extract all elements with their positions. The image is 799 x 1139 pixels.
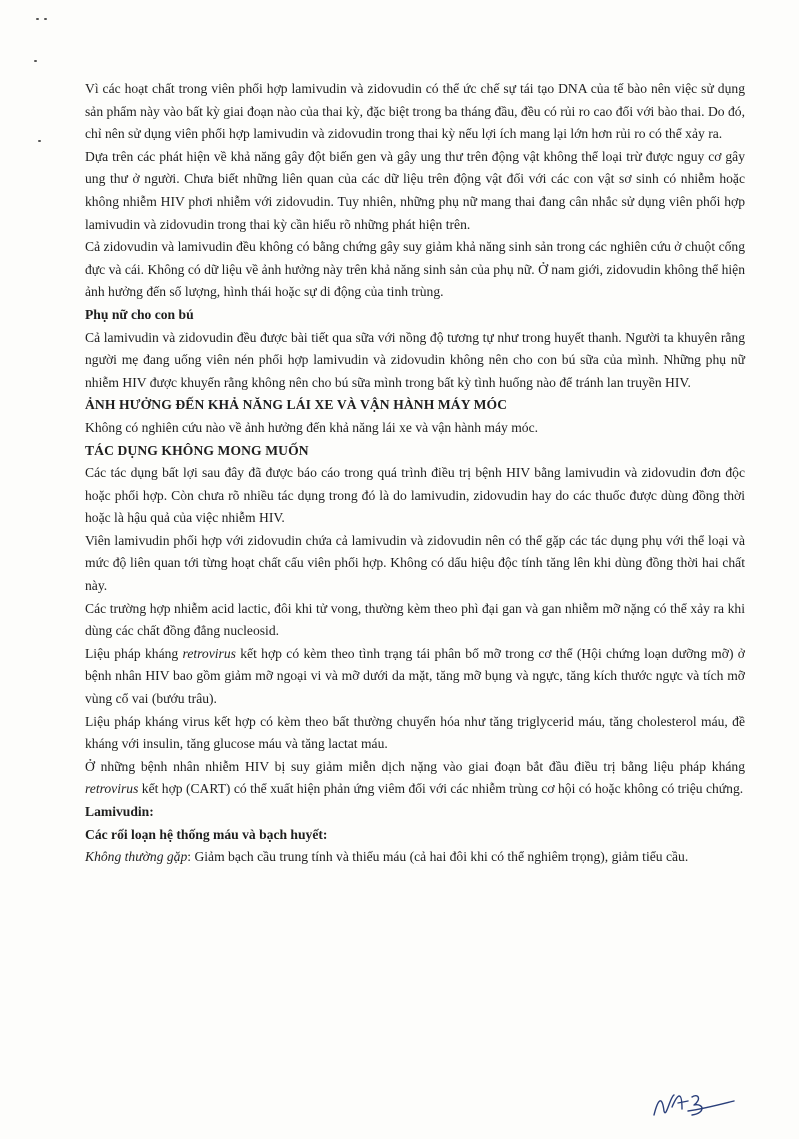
paragraph-pregnancy-risk: Vì các hoạt chất trong viên phối hợp lamivudin và zidovudin có thể ức chế sự tái tạo DNA của tế bào nên việc sử dụng sản phẩm này vào bất kỳ giai đoạn nào của thai kỳ, đặc biệt trong ba tháng đầu, đều có rủi ro cao đối với bào thai. Do đó, chỉ nên sử dụng viên phối hợp lamivudin và zidovudin trong thai kỳ nếu lợi ích mang lại lớn hơn rủi ro có thể xảy ra.	[85, 81, 745, 142]
paragraph-immune-reconstitution	[85, 756, 745, 801]
paragraph-carcinogenicity: Dựa trên các phát hiện về khả năng gây đột biến gen và gây ung thư trên động vật không thể loại trừ được nguy cơ gây ung thư ở người. Chưa biết những liên quan của các dữ liệu trên động vật đối với các con vật sơ sinh có nhiễm hoặc không nhiễm HIV phơi nhiễm với zidovudin. Tuy nhiên, những phụ nữ mang thai đang cân nhắc sử dụng viên phối hợp lamivudin và zidovudin trong thai kỳ cần hiểu rõ những phát hiện trên.	[85, 148, 745, 232]
paragraph-adverse-combination: Viên lamivudin phối hợp với zidovudin chứa cả lamivudin và zidovudin nên có thể gặp các tác dụng phụ với thể loại và mức độ liên quan tới từng hoạt chất cấu viên phối hợp. Không có dấu hiệu độc tính tăng lên khi dùng đồng thời hai chất này.	[85, 532, 745, 594]
paragraph-uncommon-effects	[85, 846, 745, 869]
paragraph-breastfeeding: Cả lamivudin và zidovudin đều được bài tiết qua sữa với nồng độ tương tự như trong huyết thanh. Người ta khuyên rằng người mẹ đang uống viên nén phối hợp lamivudin và zidovudin không nên cho con bú sữa của mình. Những phụ nữ nhiễm HIV được khuyến rằng không nên cho bú sữa mình trong bất kỳ tình huống nào để tránh lan truyền HIV.	[85, 329, 745, 390]
heading-driving: ẢNH HƯỞNG ĐẾN KHẢ NĂNG LÁI XE VÀ VẬN HÀNH MÁY MÓC	[85, 397, 508, 413]
heading-adverse-effects: TÁC DỤNG KHÔNG MONG MUỐN	[85, 442, 309, 458]
paragraph-driving: Không có nghiên cứu nào về ảnh hưởng đến khả năng lái xe và vận hành máy móc.	[85, 419, 539, 435]
paragraph-lactic-acidosis: Các trường hợp nhiễm acid lactic, đôi khi tử vong, thường kèm theo phì đại gan và gan nhiễm mỡ nặng có thể xảy ra khi dùng các chất đồng đẳng nucleosid.	[85, 600, 745, 639]
paragraph-lipodystrophy	[85, 643, 745, 711]
retrovirus-term: retrovirus	[85, 781, 139, 797]
immune-text-end: kết hợp (CART) có thể xuất hiện phản ứng viêm đối với các nhiễm trùng cơ hội có hoặc không có triệu chứng.	[138, 781, 744, 797]
paragraph-fertility: Cả zidovudin và lamivudin đều không có bằng chứng gây suy giảm khả năng sinh sản trong các nghiên cứu ở chuột cống đực và cái. Không có dữ liệu về ảnh hưởng này trên khả năng sinh sản của phụ nữ. Ở nam giới, zidovudin không thể hiện ảnh hưởng đến số lượng, hình thái hoặc sự di động của tinh trùng.	[85, 239, 745, 300]
handwritten-signature	[648, 1085, 738, 1125]
label-uncommon: Không thường gặp	[85, 849, 188, 865]
scan-speck	[34, 60, 37, 62]
lipodystrophy-text-end: kết hợp có kèm theo tình trạng tái phân bố mỡ trong cơ thể (Hội chứng loạn dưỡng mỡ) ở bệnh nhân HIV bao gồm giảm mỡ ngoại vi và mỡ dưới da mặt, tăng mỡ bụng và ngực, tăng kích thước ngực và tích mỡ vùng cổ vai (bướu trâu).	[85, 645, 745, 707]
uncommon-text: : Giảm bạch cầu trung tính và thiếu máu (cả hai đôi khi có thể nghiêm trọng), giảm tiểu cầu.	[187, 849, 689, 865]
scan-speck	[38, 140, 41, 142]
heading-lamivudin: Lamivudin:	[85, 804, 154, 819]
paragraph-metabolic: Liệu pháp kháng virus kết hợp có kèm theo bất thường chuyển hóa như tăng triglycerid máu, tăng cholesterol máu, đề kháng với insulin, tăng glucose máu và tăng lactat máu.	[85, 713, 745, 752]
scan-speck	[44, 18, 47, 20]
document-body	[85, 78, 745, 869]
heading-blood-disorders: Các rối loạn hệ thống máu và bạch huyết:	[85, 826, 328, 842]
paragraph-adverse-reported: Các tác dụng bất lợi sau đây đã được báo cáo trong quá trình điều trị bệnh HIV bằng lamivudin và zidovudin đơn độc hoặc phối hợp. Còn chưa rõ nhiều tác dụng trong đó là do lamivudin, zidovudin hay do các thuốc được dùng đồng thời hoặc là hậu quả của việc nhiễm HIV.	[85, 465, 745, 526]
immune-text-start: Ở những bệnh nhân nhiễm HIV bị suy giảm miễn dịch nặng vào giai đoạn bắt đầu điều trị bằng liệu pháp kháng	[85, 758, 745, 774]
lipodystrophy-text-start: Liệu pháp kháng	[85, 645, 183, 661]
retrovirus-term: retrovirus	[182, 645, 236, 661]
heading-breastfeeding: Phụ nữ cho con bú	[85, 306, 194, 322]
scan-speck	[36, 18, 39, 20]
